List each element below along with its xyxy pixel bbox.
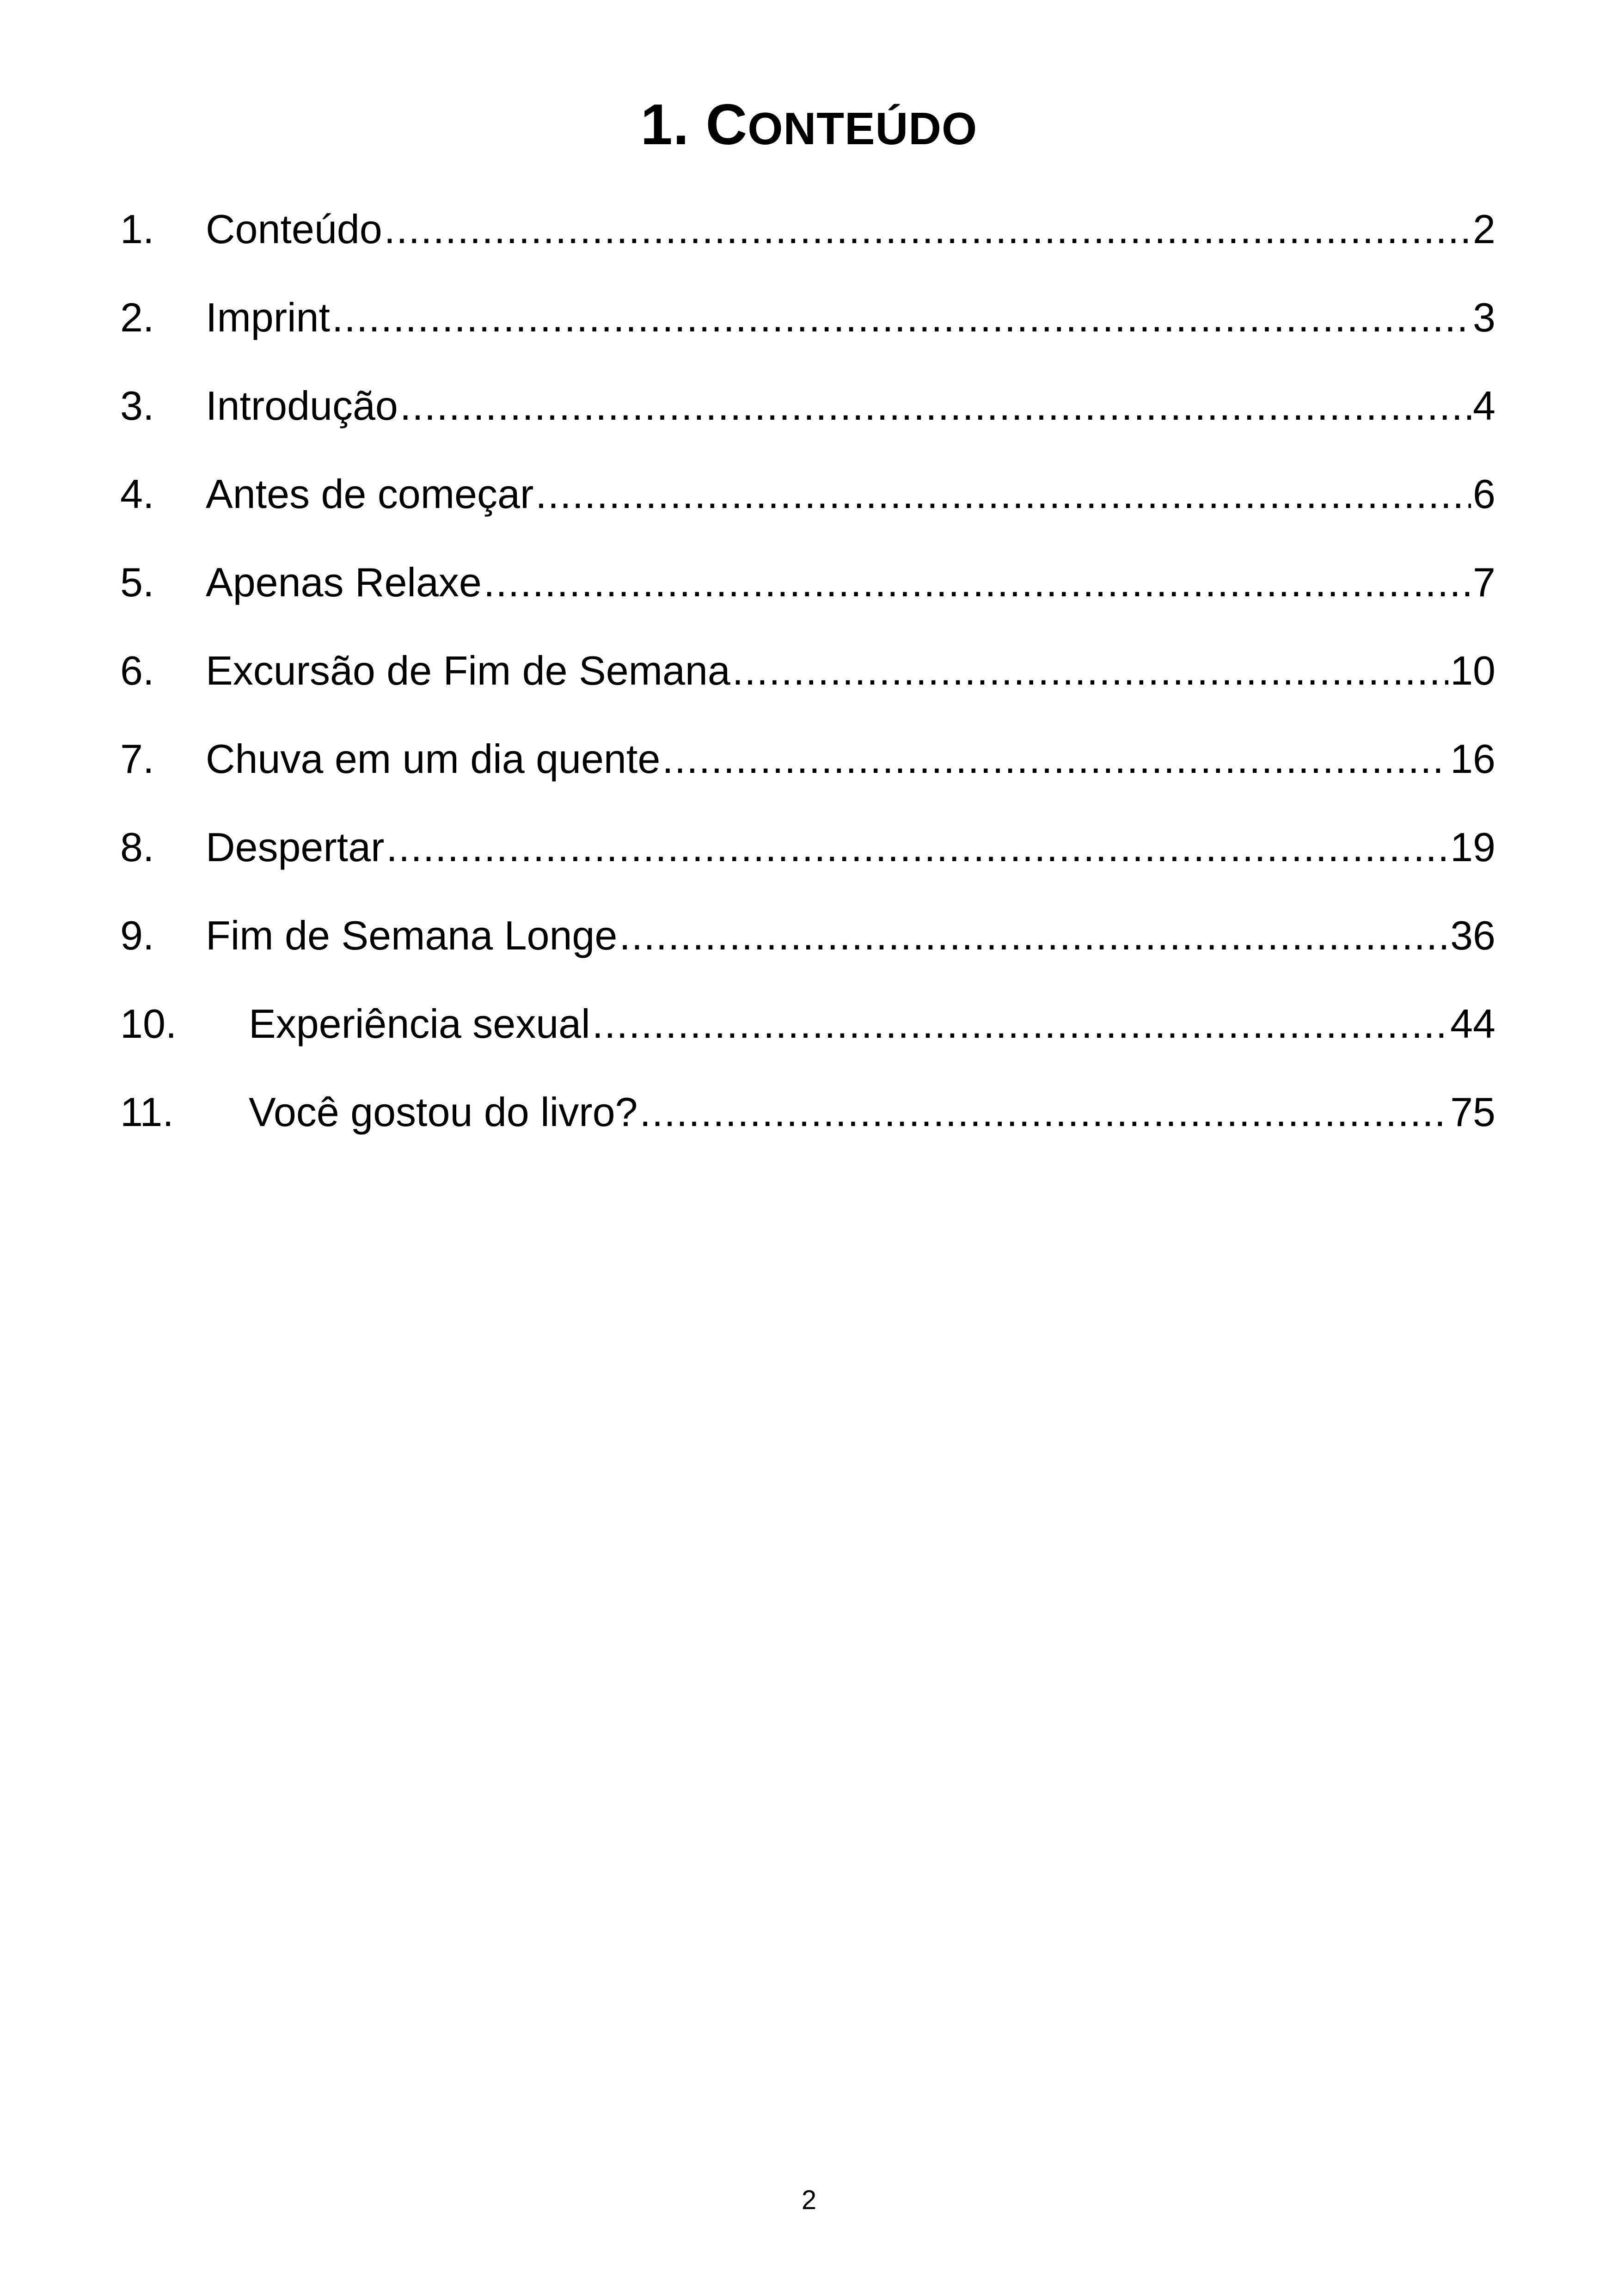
toc-entry-number: 3. (120, 382, 154, 429)
toc-entry[interactable] (120, 538, 1495, 626)
toc-dot-leader (639, 1087, 1448, 1138)
toc-dot-leader (592, 998, 1448, 1049)
toc-dot-leader (332, 292, 1471, 343)
title-rest: ONTEÚDO (748, 103, 978, 154)
toc-entry-title[interactable]: Fim de Semana Longe (206, 910, 619, 961)
title-first-letter: C (705, 93, 748, 157)
toc-entry-title[interactable]: Você gostou do livro? (249, 1087, 639, 1138)
toc-entry-title[interactable]: Conteúdo (206, 204, 384, 255)
toc-entry[interactable] (120, 361, 1495, 450)
toc-dot-leader (484, 557, 1471, 608)
toc-entry[interactable] (120, 450, 1495, 538)
toc-entry-number: 5. (120, 559, 154, 605)
toc-dot-leader (662, 734, 1448, 784)
toc-entry-title[interactable]: Introdução (206, 380, 400, 431)
toc-entry-number: 2. (120, 294, 154, 340)
toc-entry[interactable] (120, 1068, 1495, 1156)
toc-dot-leader (386, 822, 1448, 873)
toc-entry-title[interactable]: Imprint (206, 292, 332, 343)
toc-entry-page: 6 (1471, 469, 1495, 520)
page-number: 2 (801, 2185, 817, 2215)
toc-entry-number: 4. (120, 471, 154, 517)
toc-entry-page: 19 (1448, 822, 1495, 873)
toc-entry[interactable] (120, 273, 1495, 361)
toc-entry-title[interactable]: Antes de começar (206, 469, 535, 520)
toc-entry-page: 44 (1448, 998, 1495, 1049)
toc-dot-leader (619, 910, 1448, 961)
toc-entry-title[interactable]: Chuva em um dia quente (206, 734, 662, 784)
toc-entry-title[interactable]: Excursão de Fim de Semana (206, 645, 732, 696)
toc-dot-leader (384, 204, 1471, 255)
toc-entry[interactable] (120, 185, 1495, 273)
toc-entry-page: 16 (1448, 734, 1495, 784)
toc-entry-number: 9. (120, 912, 154, 958)
table-of-contents (120, 185, 1495, 1156)
toc-entry-number: 10. (120, 1000, 177, 1047)
toc-entry-title[interactable]: Apenas Relaxe (206, 557, 484, 608)
toc-entry-number: 11. (120, 1089, 174, 1135)
toc-entry-title[interactable]: Experiência sexual (249, 998, 592, 1049)
page-title (0, 90, 1618, 163)
toc-dot-leader (400, 380, 1471, 431)
toc-entry-page: 4 (1471, 380, 1495, 431)
toc-entry-number: 1. (120, 206, 154, 252)
toc-entry[interactable] (120, 891, 1495, 980)
toc-entry-page: 75 (1448, 1087, 1495, 1138)
title-number: 1. (640, 93, 690, 157)
toc-entry-number: 6. (120, 647, 154, 693)
toc-entry[interactable] (120, 803, 1495, 891)
toc-entry-page: 36 (1448, 910, 1495, 961)
toc-entry[interactable] (120, 980, 1495, 1068)
toc-dot-leader (732, 645, 1448, 696)
toc-entry-page: 7 (1471, 557, 1495, 608)
toc-entry-page: 2 (1471, 204, 1495, 255)
toc-entry-page: 3 (1471, 292, 1495, 343)
toc-entry-number: 8. (120, 824, 154, 870)
toc-entry[interactable] (120, 715, 1495, 803)
toc-entry[interactable] (120, 626, 1495, 715)
toc-dot-leader (535, 469, 1471, 520)
toc-entry-number: 7. (120, 735, 154, 782)
toc-entry-title[interactable]: Despertar (206, 822, 386, 873)
toc-entry-page: 10 (1448, 645, 1495, 696)
